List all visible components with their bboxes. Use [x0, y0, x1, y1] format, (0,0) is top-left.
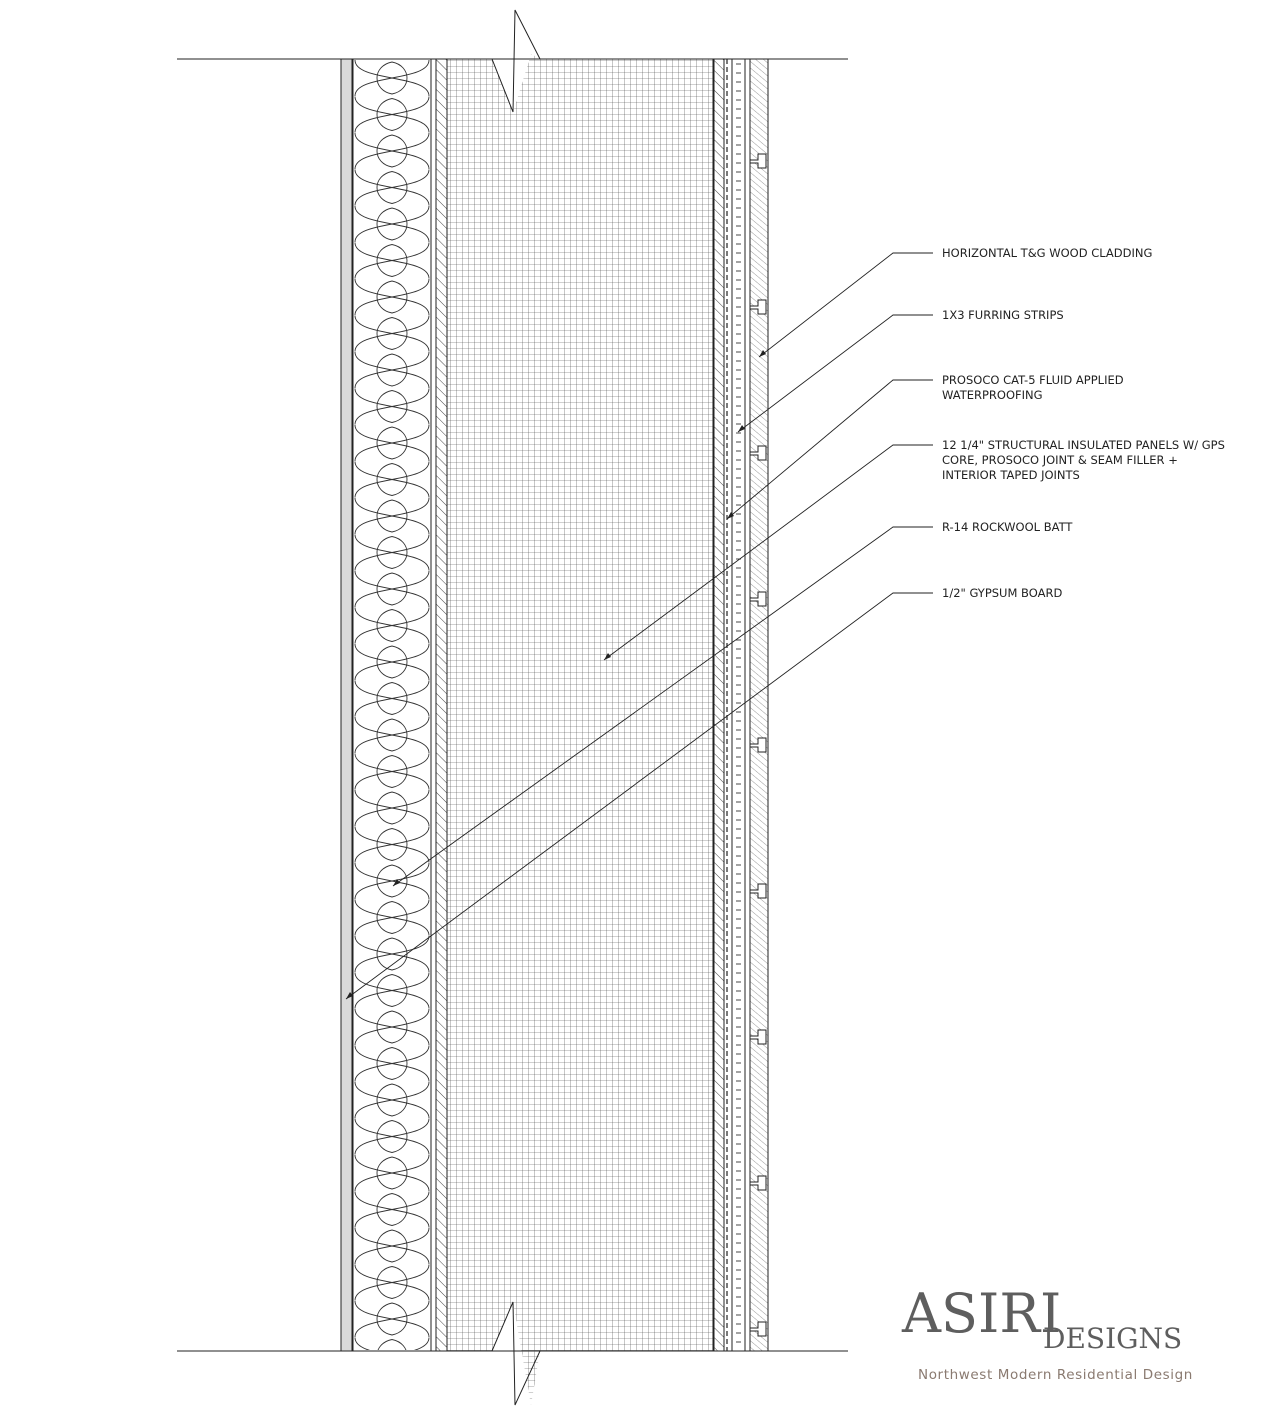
callout-cladding: HORIZONTAL T&G WOOD CLADDING	[942, 246, 1153, 260]
batt-loop	[355, 60, 429, 96]
batt-loop	[355, 425, 429, 461]
sip-core-layer	[447, 10, 713, 1405]
batt-loop	[355, 717, 429, 753]
batt-loop	[355, 498, 429, 534]
logo-wordmark-sub: DESIGNS	[1043, 1322, 1183, 1355]
batt-loop	[355, 1119, 429, 1155]
batt-loop	[355, 827, 429, 863]
batt-loop	[355, 206, 429, 242]
batt-loop	[355, 170, 429, 206]
batt-loop	[355, 133, 429, 169]
callout-rockwool: R-14 ROCKWOOL BATT	[942, 520, 1073, 534]
batt-loop	[355, 352, 429, 388]
callout-waterproofing: PROSOCO CAT-5 FLUID APPLIED WATERPROOFING	[942, 373, 1124, 402]
callout-gypsum: 1/2" GYPSUM BOARD	[942, 586, 1063, 600]
batt-loop	[355, 900, 429, 936]
company-logo	[901, 1282, 1193, 1383]
batt-loop	[355, 1046, 429, 1082]
batt-loop	[355, 97, 429, 133]
batt-loop	[355, 389, 429, 425]
batt-loop	[355, 1192, 429, 1228]
batt-loop	[355, 608, 429, 644]
batt-loop	[355, 535, 429, 571]
batt-loop	[355, 754, 429, 790]
callout-furring: 1X3 FURRING STRIPS	[942, 308, 1064, 322]
furring-strip-layer	[732, 59, 745, 1351]
batt-loop	[355, 316, 429, 352]
batt-loop	[355, 462, 429, 498]
batt-loop	[355, 681, 429, 717]
batt-loop	[355, 1082, 429, 1118]
batt-loop	[355, 1265, 429, 1301]
batt-loop	[355, 1009, 429, 1045]
batt-loop	[355, 1338, 429, 1374]
batt-loop	[355, 1301, 429, 1337]
leader-cladding	[759, 253, 933, 357]
gypsum-board-layer	[341, 59, 352, 1351]
interior-sheathing-layer	[436, 59, 447, 1351]
wood-cladding-layer	[750, 59, 768, 1351]
rockwool-batt-layer	[353, 59, 431, 1374]
logo-tagline: Northwest Modern Residential Design	[918, 1367, 1193, 1383]
batt-loop	[355, 790, 429, 826]
batt-loop	[355, 936, 429, 972]
batt-loop	[355, 973, 429, 1009]
batt-loop	[355, 1155, 429, 1191]
arrowhead-waterproofing	[727, 512, 734, 519]
batt-loop	[355, 243, 429, 279]
batt-loop	[355, 279, 429, 315]
callout-sips: 12 1/4" STRUCTURAL INSULATED PANELS W/ GPS CORE, PROSOCO JOINT & SEAM FILLER + INTERIOR TAPED JOINTS	[942, 438, 1225, 482]
exterior-sheathing-layer	[714, 59, 727, 1351]
batt-loop	[355, 571, 429, 607]
batt-loop	[355, 1228, 429, 1264]
batt-loop	[355, 644, 429, 680]
arrowhead-furring	[738, 425, 745, 432]
logo-wordmark-main: ASIRI	[902, 1282, 1062, 1345]
